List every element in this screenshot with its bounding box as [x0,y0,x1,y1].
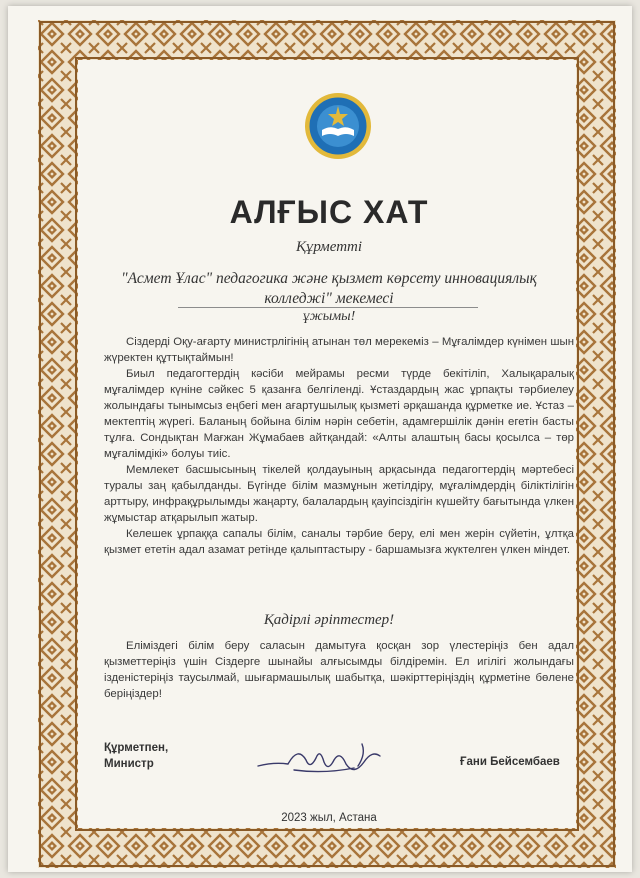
signature-block [104,740,168,772]
underline-divider [178,307,478,308]
body-paragraph: Сіздерді Оқу-ағарту министрлігінің атынан төл мерекеміз – Мұғалімдер күнімен шын жүректен құттықтаймын! [104,336,574,364]
ministry-emblem-icon [304,92,372,160]
recipient-organization: "Асмет Ұлас" педагогика және қызмет көрсету инновациялық колледжі" мекемесі [121,270,537,307]
signatory-name: Ғани Бейсембаев [460,756,560,768]
letter-body [104,334,574,558]
sign-position: Министр [104,758,154,770]
sign-respect: Құрметпен, [104,742,169,754]
dear-colleagues-heading: Қадірлі әріптестер! [263,612,395,628]
letter-title: АЛҒЫС ХАТ [229,194,429,230]
body-paragraph: Келешек ұрпаққа сапалы білім, саналы тәрбие беру, елі мен жерін сүйетін, ұлтқа қызмет ететін адал азамат ретінде қалыптастыру - баршамызға жүктелген үлкен міндет. [104,528,574,556]
body-paragraph: Биыл педагогтердің кәсіби мейрамы ресми түрде бекітіліп, Халықаралық мұғалімдер күніне сәйкес 5 қазанға белгіленді. Ұстаздардың жас ұрпақты тәрбиелеу жолындағы тынымсыз еңбегі мен ағартушылық қызметі әрқашанда құрметке ие. Ұстаз – мектептің жүрегі. Баланың бойына білім нәрін себетін, адамгершілік дәнін егетін басты тұлға. Сондықтан Мағжан Жұмабаев айтқандай: «Алты алаштың басы қосылса – төр мұғалімдікі» болуы тиіс. [104,368,574,460]
letter-date: 2023 жыл, Астана [281,812,377,824]
closing-body [104,638,574,702]
recipient-collective: ұжымы! [302,309,356,324]
respect-greeting: Құрметті [295,239,363,255]
signature-icon [254,736,394,782]
letter-page [8,6,632,872]
closing-paragraph: Еліміздегі білім беру саласын дамытуға қосқан зор үлестеріңіз бен адал қызметтеріңіз үшін Сіздерге шынайы алғысымды білдіремін. Ел игілігі жолындағы ізденістеріңіз таусылмай, шығармашылық шабытқа, шәкірттеріңіздің құрметіне бөлене беріңіздер! [104,640,574,700]
letter-content [78,64,580,834]
body-paragraph: Мемлекет басшысының тікелей қолдауының арқасында педагогтердің мәртебесі туралы заң қабылданды. Бүгінде білім мазмұнын жетілдіру, мұғалімдердің біліктілігін арттыру, инфрақұрылымды жаңарту, балалардың қауіпсіздігін күшейту бағытында үлкен жұмыстар атқарылып жатыр. [104,464,574,524]
